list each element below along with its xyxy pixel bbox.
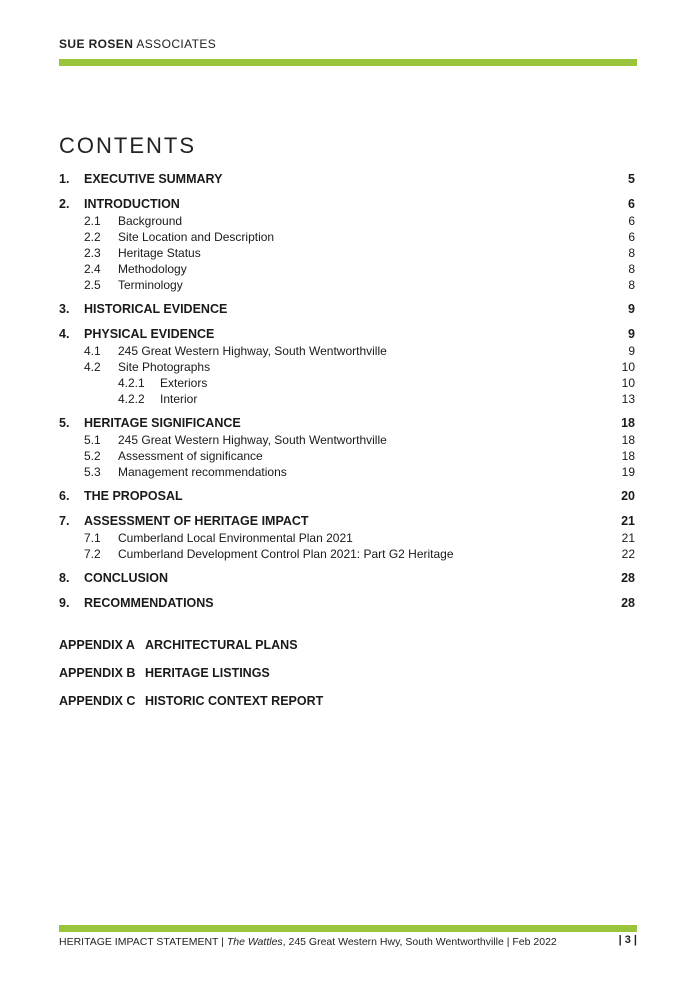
entry-page-number: 21 bbox=[621, 531, 635, 545]
appendix-label: APPENDIX C bbox=[59, 694, 136, 708]
appendix-entry[interactable] bbox=[59, 636, 637, 664]
entry-title: Methodology bbox=[118, 262, 187, 276]
table-of-contents bbox=[59, 170, 637, 720]
appendix-label: APPENDIX A bbox=[59, 638, 135, 652]
toc-subsubsection-entry[interactable] bbox=[59, 391, 637, 407]
appendix-entry[interactable] bbox=[59, 692, 637, 720]
footer-italic-title: The Wattles bbox=[226, 936, 283, 948]
entry-page-number: 18 bbox=[621, 449, 635, 463]
entry-number: 1. bbox=[59, 172, 70, 186]
brand-name-rest: ASSOCIATES bbox=[133, 37, 217, 51]
appendix-entry[interactable] bbox=[59, 664, 637, 692]
footer-suffix: , 245 Great Western Hwy, South Wentworthville | Feb 2022 bbox=[282, 936, 557, 948]
entry-number: 7.1 bbox=[84, 531, 101, 545]
entry-page-number: 19 bbox=[621, 465, 635, 479]
header-accent-bar bbox=[59, 59, 637, 66]
entry-number: 4.2.2 bbox=[118, 392, 145, 406]
entry-page-number: 13 bbox=[621, 392, 635, 406]
entry-title: Management recommendations bbox=[118, 465, 287, 479]
entry-title: Cumberland Local Environmental Plan 2021 bbox=[118, 531, 353, 545]
entry-page-number: 9 bbox=[628, 327, 635, 341]
toc-subsection-entry[interactable] bbox=[59, 261, 637, 277]
entry-title: ASSESSMENT OF HERITAGE IMPACT bbox=[84, 514, 309, 528]
footer-text bbox=[59, 936, 637, 948]
entry-title: Cumberland Development Control Plan 2021: Part G2 Heritage bbox=[118, 547, 454, 561]
entry-number: 2.3 bbox=[84, 246, 101, 260]
entry-title: PHYSICAL EVIDENCE bbox=[84, 327, 215, 341]
entry-page-number: 9 bbox=[628, 344, 635, 358]
appendix-title: ARCHITECTURAL PLANS bbox=[145, 638, 298, 652]
spacer bbox=[59, 587, 637, 594]
spacer bbox=[59, 318, 637, 325]
entry-number: 9. bbox=[59, 596, 70, 610]
spacer bbox=[59, 612, 637, 636]
entry-number: 7.2 bbox=[84, 547, 101, 561]
entry-page-number: 5 bbox=[628, 172, 635, 186]
spacer bbox=[59, 562, 637, 569]
entry-number: 5.3 bbox=[84, 465, 101, 479]
entry-page-number: 20 bbox=[621, 489, 635, 503]
entry-number: 2. bbox=[59, 197, 70, 211]
entry-number: 2.5 bbox=[84, 278, 101, 292]
entry-title: Exteriors bbox=[160, 376, 208, 390]
toc-section-entry[interactable] bbox=[59, 325, 637, 343]
entry-page-number: 8 bbox=[628, 262, 635, 276]
entry-page-number: 9 bbox=[628, 302, 635, 316]
entry-number: 7. bbox=[59, 514, 70, 528]
entry-number: 4. bbox=[59, 327, 70, 341]
entry-title: Site Photographs bbox=[118, 360, 211, 374]
entry-title: HERITAGE SIGNIFICANCE bbox=[84, 416, 241, 430]
entry-number: 4.1 bbox=[84, 344, 101, 358]
entry-page-number: 22 bbox=[621, 547, 635, 561]
toc-section-entry[interactable] bbox=[59, 512, 637, 530]
entry-page-number: 28 bbox=[621, 571, 635, 585]
toc-section-entry[interactable] bbox=[59, 170, 637, 188]
entry-page-number: 6 bbox=[628, 214, 635, 228]
entry-page-number: 8 bbox=[628, 278, 635, 292]
toc-subsection-entry[interactable] bbox=[59, 448, 637, 464]
entry-title: CONCLUSION bbox=[84, 571, 169, 585]
spacer bbox=[59, 505, 637, 512]
footer-accent-bar bbox=[59, 925, 637, 932]
page-title: CONTENTS bbox=[59, 133, 196, 158]
entry-page-number: 10 bbox=[621, 376, 635, 390]
toc-subsection-entry[interactable] bbox=[59, 359, 637, 375]
entry-page-number: 10 bbox=[621, 360, 635, 374]
entry-number: 2.2 bbox=[84, 230, 101, 244]
entry-title: THE PROPOSAL bbox=[84, 489, 183, 503]
entry-number: 6. bbox=[59, 489, 70, 503]
entry-page-number: 21 bbox=[621, 514, 635, 528]
entry-page-number: 28 bbox=[621, 596, 635, 610]
toc-subsection-entry[interactable] bbox=[59, 343, 637, 359]
entry-title: Background bbox=[118, 214, 183, 228]
entry-title: Assessment of significance bbox=[118, 449, 263, 463]
entry-title: Site Location and Description bbox=[118, 230, 275, 244]
entry-title: HISTORICAL EVIDENCE bbox=[84, 302, 228, 316]
spacer bbox=[59, 480, 637, 487]
appendix-title: HISTORIC CONTEXT REPORT bbox=[145, 694, 324, 708]
entry-page-number: 18 bbox=[621, 433, 635, 447]
entry-title: INTRODUCTION bbox=[84, 197, 180, 211]
brand-name-bold: SUE ROSEN bbox=[59, 37, 134, 51]
toc-subsection-entry[interactable] bbox=[59, 530, 637, 546]
toc-section-entry[interactable] bbox=[59, 594, 637, 612]
appendix-title: HERITAGE LISTINGS bbox=[145, 666, 270, 680]
toc-subsubsection-entry[interactable] bbox=[59, 375, 637, 391]
entry-number: 8. bbox=[59, 571, 70, 585]
entry-page-number: 18 bbox=[621, 416, 635, 430]
page-number: | 3 | bbox=[618, 934, 637, 946]
entry-number: 5.1 bbox=[84, 433, 101, 447]
toc-section-entry[interactable] bbox=[59, 414, 637, 432]
brand-logo bbox=[59, 37, 216, 51]
footer-prefix: HERITAGE IMPACT STATEMENT | bbox=[59, 936, 227, 948]
entry-title: 245 Great Western Highway, South Wentworthville bbox=[118, 433, 387, 447]
entry-page-number: 8 bbox=[628, 246, 635, 260]
spacer bbox=[59, 188, 637, 195]
toc-section-entry[interactable] bbox=[59, 300, 637, 318]
entry-title: Terminology bbox=[118, 278, 183, 292]
toc-subsection-entry[interactable] bbox=[59, 213, 637, 229]
entry-title: RECOMMENDATIONS bbox=[84, 596, 214, 610]
toc-subsection-entry[interactable] bbox=[59, 229, 637, 245]
toc-subsection-entry[interactable] bbox=[59, 245, 637, 261]
entry-number: 4.2.1 bbox=[118, 376, 145, 390]
entry-page-number: 6 bbox=[628, 230, 635, 244]
toc-section-entry[interactable] bbox=[59, 487, 637, 505]
toc-section-entry[interactable] bbox=[59, 195, 637, 213]
entry-number: 5. bbox=[59, 416, 70, 430]
entry-number: 2.4 bbox=[84, 262, 101, 276]
entry-number: 2.1 bbox=[84, 214, 101, 228]
entry-page-number: 6 bbox=[628, 197, 635, 211]
entry-title: 245 Great Western Highway, South Wentworthville bbox=[118, 344, 387, 358]
entry-number: 5.2 bbox=[84, 449, 101, 463]
toc-subsection-entry[interactable] bbox=[59, 432, 637, 448]
spacer bbox=[59, 293, 637, 300]
spacer bbox=[59, 407, 637, 414]
entry-title: EXECUTIVE SUMMARY bbox=[84, 172, 223, 186]
entry-title: Interior bbox=[160, 392, 198, 406]
entry-number: 4.2 bbox=[84, 360, 101, 374]
toc-subsection-entry[interactable] bbox=[59, 546, 637, 562]
toc-section-entry[interactable] bbox=[59, 569, 637, 587]
entry-number: 3. bbox=[59, 302, 70, 316]
toc-subsection-entry[interactable] bbox=[59, 464, 637, 480]
toc-subsection-entry[interactable] bbox=[59, 277, 637, 293]
entry-title: Heritage Status bbox=[118, 246, 201, 260]
appendix-label: APPENDIX B bbox=[59, 666, 136, 680]
